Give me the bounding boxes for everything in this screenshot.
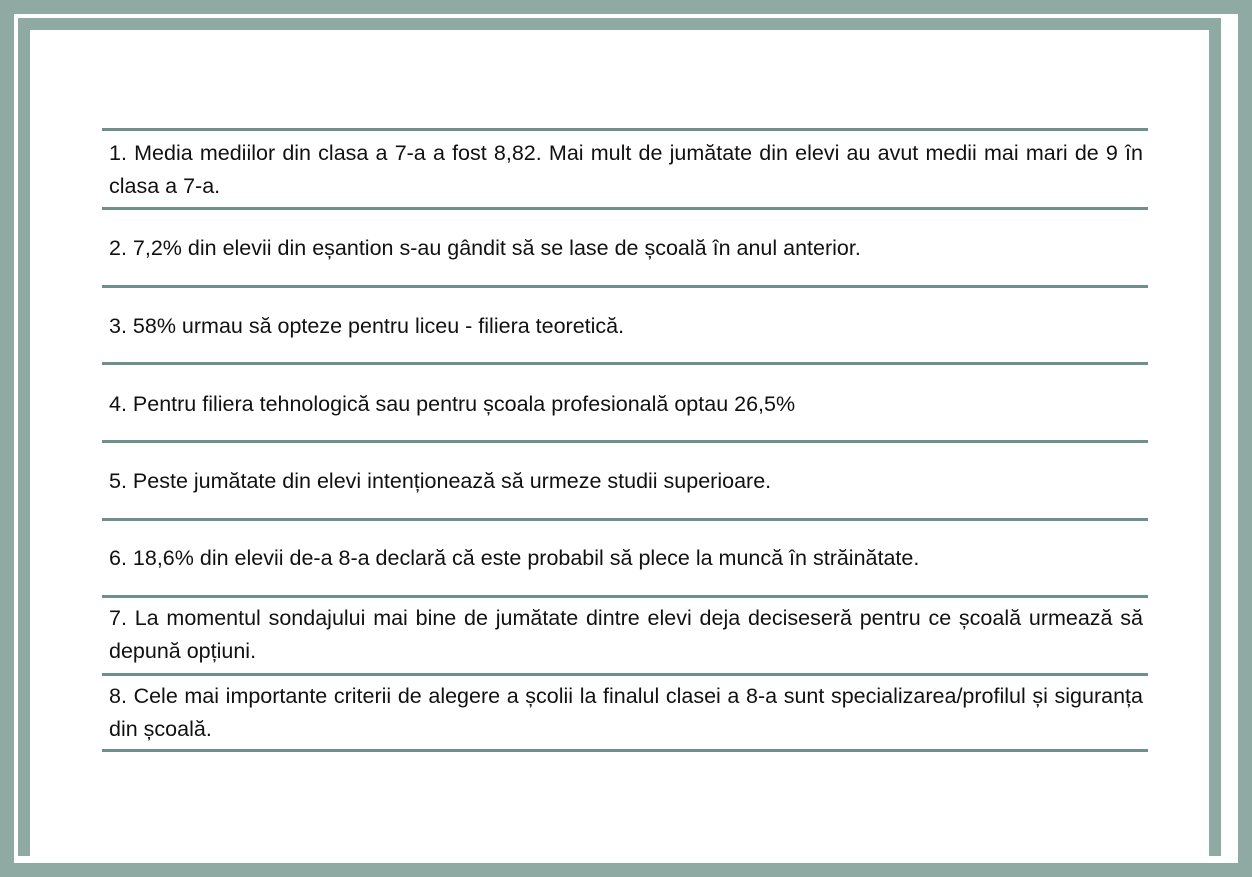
finding-text: La momentul sondajului mai bine de jumătate dintre elevi deja deciseseră pentru ce școală urmează să depună opțiuni. [109, 606, 1143, 663]
finding-number: 8. [109, 684, 127, 708]
finding-text: Cele mai importante criterii de alegere a școlii la finalul clasei a 8-a sunt specializarea/profilul și siguranța din școală. [109, 684, 1143, 741]
finding-text: 7,2% din elevii din eșantion s-au gândit să se lase de școală în anul anterior. [132, 236, 861, 260]
divider-rule [102, 749, 1148, 752]
finding-number: 6. [109, 546, 127, 570]
right-white-strip [1225, 14, 1238, 863]
finding-4 [109, 388, 1143, 421]
finding-2 [109, 232, 1143, 265]
finding-6 [109, 542, 1143, 575]
finding-text: Pentru filiera tehnologică sau pentru școala profesională optau 26,5% [132, 392, 796, 416]
finding-7 [109, 602, 1143, 668]
divider-rule [102, 595, 1148, 598]
finding-number: 2. [109, 236, 127, 260]
finding-5 [109, 465, 1143, 498]
finding-number: 4. [109, 392, 127, 416]
finding-1 [109, 137, 1143, 203]
finding-text: Peste jumătate din elevi intenționează să urmeze studii superioare. [132, 469, 772, 493]
divider-rule [102, 128, 1148, 131]
finding-text: 58% urmau să opteze pentru liceu - filiera teoretică. [132, 314, 625, 338]
finding-number: 1. [109, 141, 127, 165]
finding-3 [109, 310, 1143, 343]
finding-number: 5. [109, 469, 127, 493]
finding-text: 18,6% din elevii de-a 8-a declară că este probabil să plece la muncă în străinătate. [132, 546, 920, 570]
finding-text: Media mediilor din clasa a 7-a a fost 8,82. Mai mult de jumătate din elevi au avut medii mai mari de 9 în clasa a 7-a. [109, 141, 1143, 198]
divider-rule [102, 362, 1148, 365]
divider-rule [102, 440, 1148, 443]
divider-rule [102, 518, 1148, 521]
divider-rule [102, 285, 1148, 288]
divider-rule [102, 673, 1148, 676]
finding-8 [109, 680, 1143, 746]
finding-number: 7. [109, 606, 127, 630]
finding-number: 3. [109, 314, 127, 338]
divider-rule [102, 207, 1148, 210]
